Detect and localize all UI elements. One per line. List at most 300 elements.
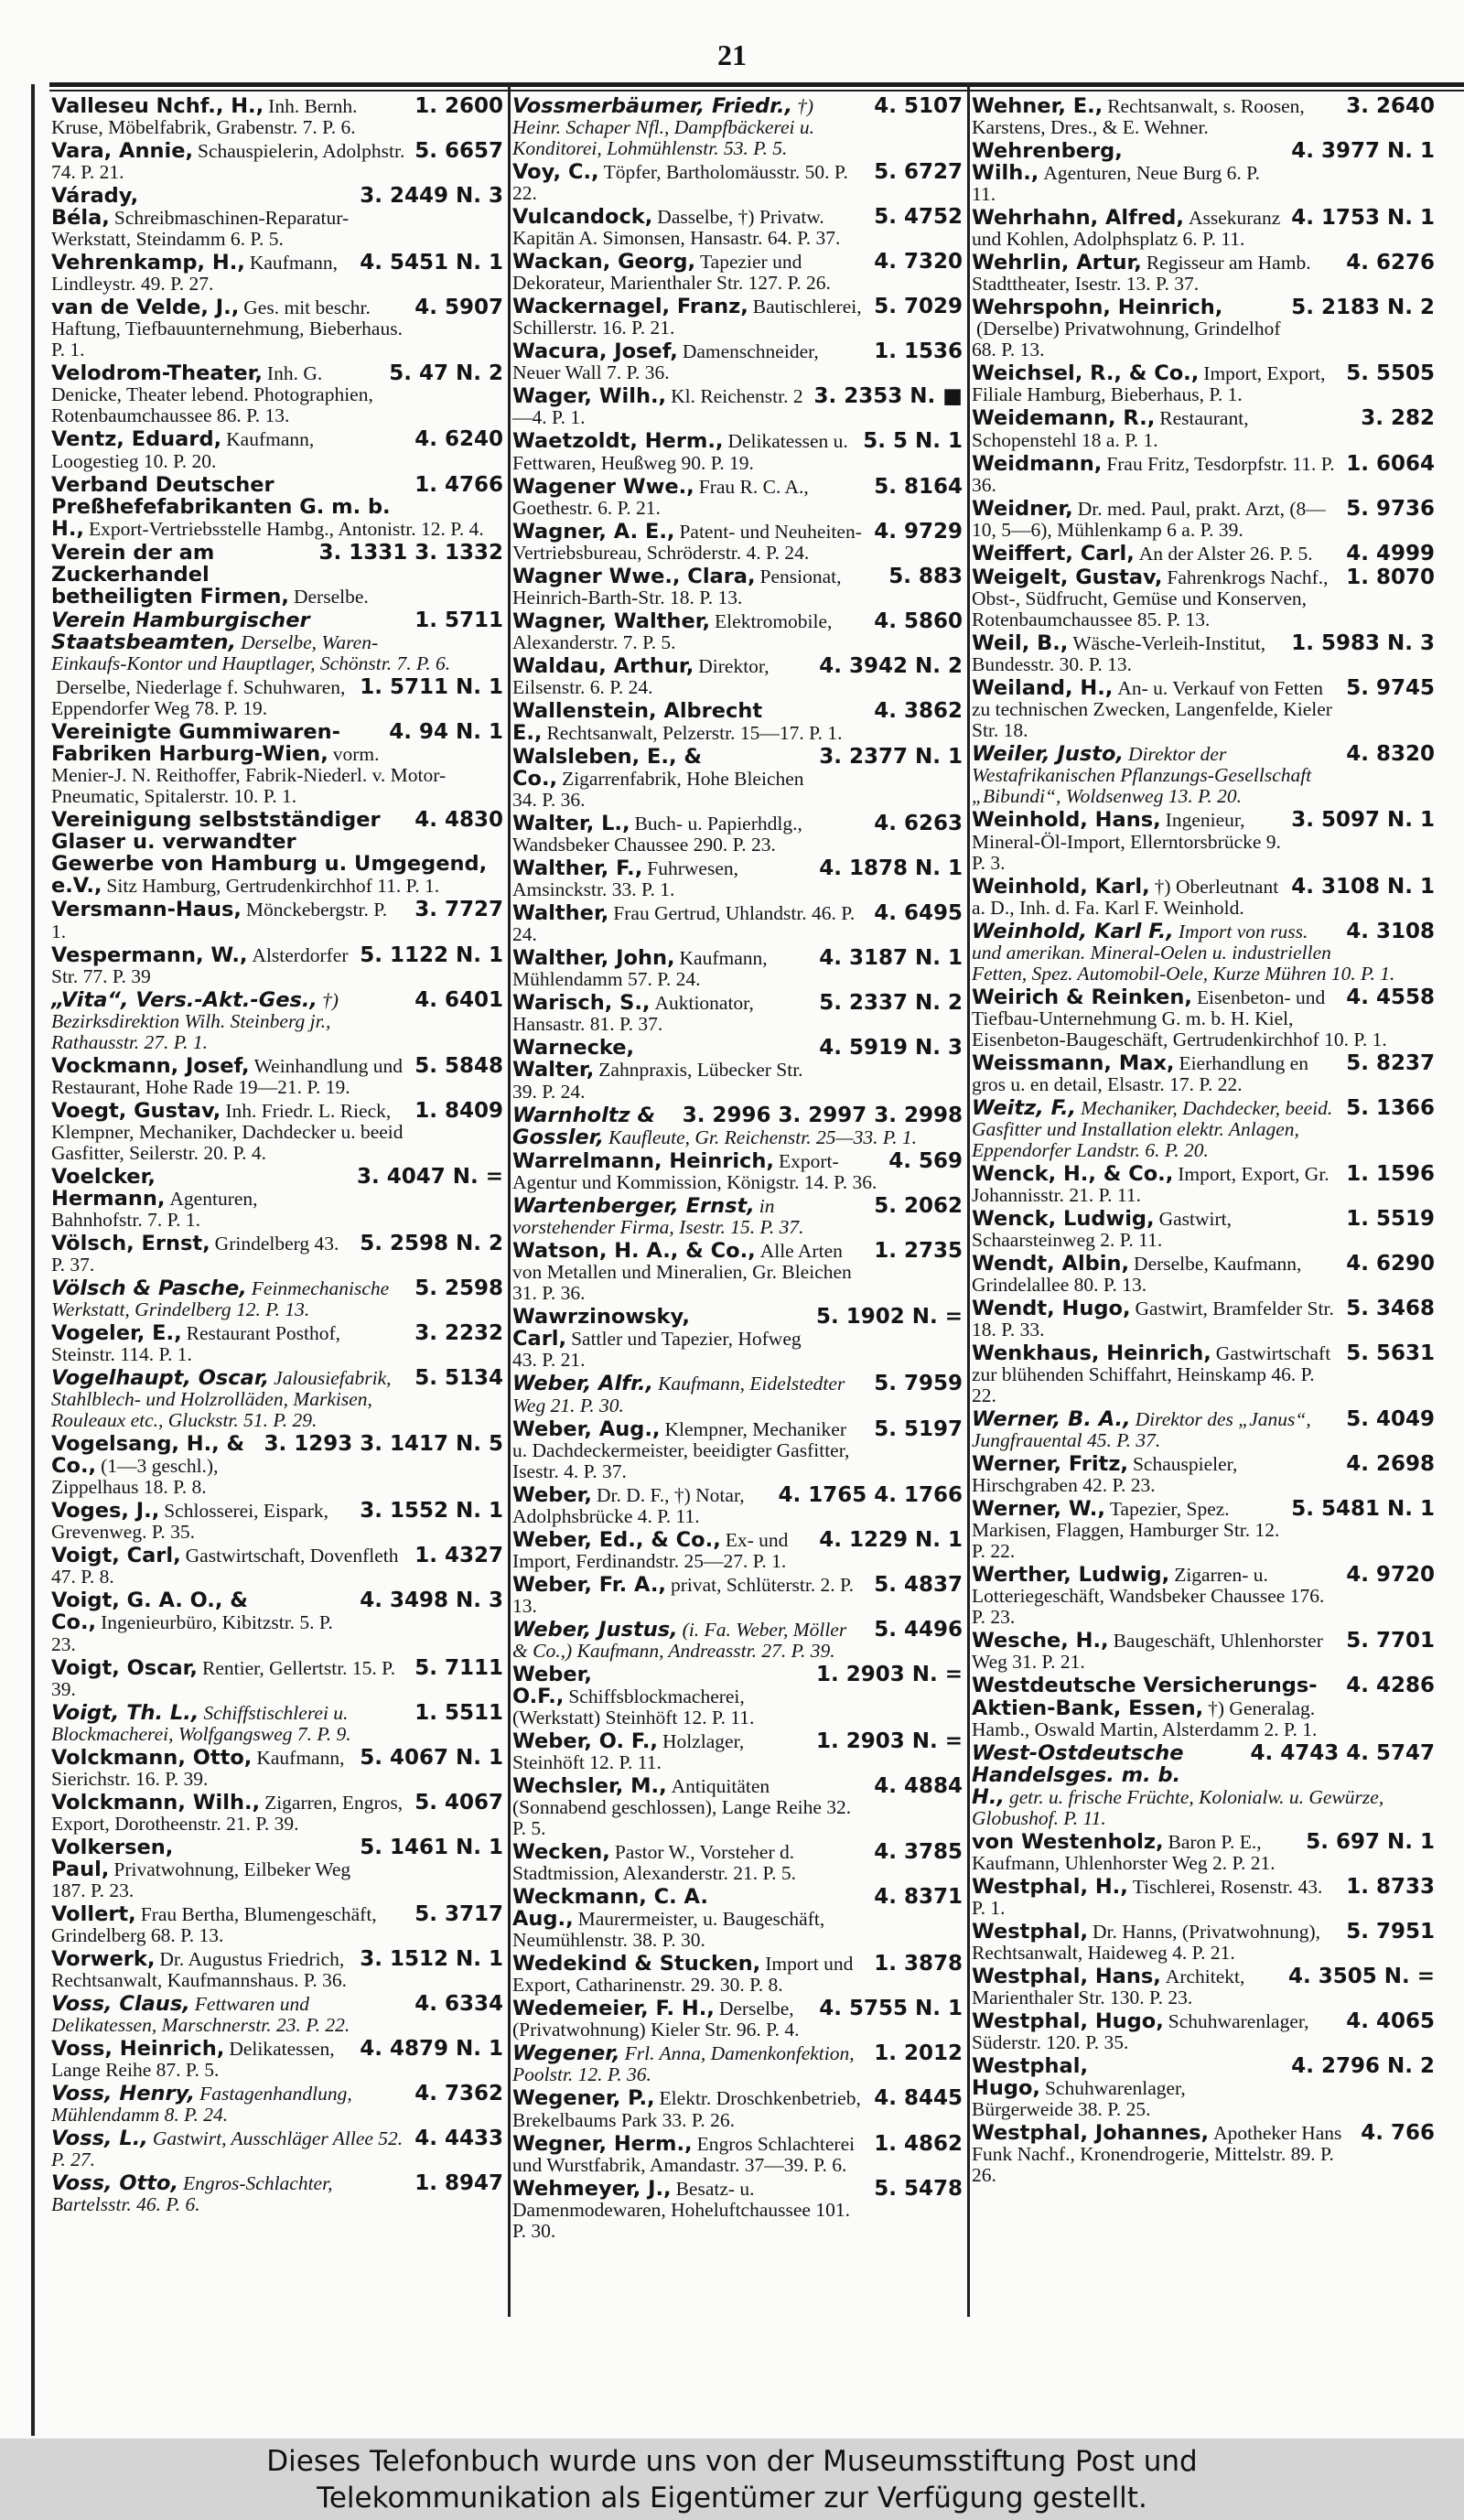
- footer-banner: [0, 2439, 1464, 2520]
- entry-name: Volckmann, Otto,: [51, 1745, 253, 1770]
- phone-number: 5. 5505: [1346, 361, 1435, 386]
- entry-name: Weber, Aug.,: [512, 1416, 661, 1441]
- directory-entry: [512, 700, 963, 746]
- entry-detail: Schiffstischlerei u. Blockmacherei, Wolfgangsweg 7. P. 9.: [51, 1701, 351, 1745]
- phone-number: 5. 8164: [874, 474, 963, 499]
- page-margin-rule: [31, 84, 35, 2436]
- entry-detail: Kaufmann, Sierichstr. 16. P. 39.: [51, 1746, 345, 1790]
- entry-name: Vara, Annie,: [51, 139, 193, 164]
- directory-entry: [51, 989, 503, 1055]
- directory-entry: [512, 813, 963, 857]
- directory-entry: [972, 2055, 1435, 2122]
- directory-entry: [51, 474, 503, 542]
- directory-entry: [51, 609, 503, 676]
- phone-number: 4. 5860: [874, 608, 963, 633]
- entry-detail: Rentier, Gellertstr. 15. P. 39.: [51, 1656, 396, 1700]
- entry-detail: Direktor der Westafrikanischen Pflanzungs-Gesellschaft „Bibundi“, Woldsenweg 13. P. 20.: [972, 743, 1312, 808]
- entry-name: Westphal, Johannes,: [972, 2121, 1210, 2146]
- directory-entry: [512, 1240, 963, 1306]
- phone-number: 4. 7320: [874, 250, 963, 275]
- directory-entry: [972, 1253, 1435, 1298]
- entry-name: Westphal,: [972, 1919, 1088, 1944]
- entry-name: Vogeler, E.,: [51, 1321, 182, 1345]
- phone-number: 1. 1596: [1346, 1161, 1435, 1186]
- phone-number: 5. 5478: [874, 2176, 963, 2201]
- phone-number: 4. 5907: [414, 296, 503, 320]
- entry-detail: †) Heinr. Schaper Nfl., Dampfbäckerei u. Konditorei, Lohmühlenstr. 53. P. 5.: [512, 95, 815, 160]
- directory-entry: [512, 1484, 963, 1529]
- entry-detail: Dasselbe, †) Privatw. Kapitän A. Simonsen, Hansastr. 64. P. 37.: [512, 206, 841, 250]
- directory-entry: [51, 140, 503, 185]
- entry-detail: Delikatessen u. Fettwaren, Heußweg 90. P. 19.: [512, 430, 848, 474]
- entry-detail: Jalousiefabrik, Stahlblech- und Holzrolläden, Markisen, Rouleaux etc., Gluckstr. 51. P. 29.: [51, 1367, 392, 1432]
- phone-number: 3. 1293 3. 1417 N. 5: [264, 1432, 503, 1457]
- entry-name: Voigt, Oscar,: [51, 1655, 198, 1680]
- entry-name: Verein der am Zuckerhandel betheiligten Firmen,: [51, 540, 289, 608]
- directory-entry: [512, 1998, 963, 2042]
- entry-detail: Kl. Reichenstr. 2—4. P. 1.: [512, 385, 803, 429]
- directory-entry: [51, 1993, 503, 2038]
- entry-name: Wendt, Hugo,: [972, 1297, 1131, 1321]
- entry-detail: getr. u. frische Früchte, Kolonialw. u. Gewürze, Globushof. P. 11.: [972, 1785, 1384, 1829]
- phone-number: 1. 2735: [874, 1239, 963, 1264]
- phone-number: 1. 2903 N. =: [815, 1728, 963, 1753]
- phone-number: 4. 3862: [874, 698, 963, 723]
- entry-name: Vogelsang, H., & Co.,: [51, 1432, 245, 1479]
- entry-detail: Alsterdorfer Str. 77. P. 39: [51, 943, 349, 987]
- directory-entry: [512, 655, 963, 700]
- entry-name: Weitz, F.,: [972, 1095, 1077, 1120]
- entry-name: Wackan, Georg,: [512, 250, 696, 275]
- entry-detail: Ingenieurbüro, Kibitzstr. 5. P. 23.: [51, 1611, 333, 1655]
- phone-number: 5. 1122 N. 1: [360, 942, 503, 967]
- directory-entry: [972, 1052, 1435, 1097]
- phone-number: 1. 1536: [874, 339, 963, 364]
- phone-number: 1. 8070: [1346, 565, 1435, 590]
- entry-detail: Direktor, Eilsenstr. 6. P. 24.: [512, 654, 770, 698]
- directory-entry: [512, 1529, 963, 1574]
- entry-name: Völsch & Pasche,: [51, 1276, 247, 1300]
- entry-detail: Maurermeister, u. Baugeschäft, Neumühlenstr. 38. P. 30.: [512, 1908, 825, 1952]
- directory-entry: [51, 1657, 503, 1702]
- directory-entry: [512, 1104, 963, 1151]
- entry-name: Werner, B. A.,: [972, 1407, 1131, 1432]
- entry-detail: Zigarrenfabrik, Hohe Bleichen 34. P. 36.: [512, 768, 804, 812]
- directory-entry: [972, 1742, 1435, 1831]
- entry-detail: Schlosserei, Eispark, Grevenweg. P. 35.: [51, 1500, 328, 1544]
- footer-text-line-1: Dieses Telefonbuch wurde uns von der Museumsstiftung Post und: [266, 2445, 1198, 2478]
- directory-entry: [972, 743, 1435, 809]
- directory-entry: [972, 1675, 1435, 1741]
- entry-detail: Import, Export, Gr. Johannisstr. 21. P. 11.: [972, 1162, 1329, 1206]
- directory-entry: [512, 746, 963, 813]
- entry-name: Vorwerk,: [51, 1946, 156, 1971]
- entry-detail: vorm. Menier-J. N. Reithoffer, Fabrik-Niederl. v. Motor-Pneumatic, Spitalerstr. 10. P. 1.: [51, 743, 447, 808]
- phone-number: 1. 2903 N. =: [815, 1662, 963, 1686]
- entry-name: Wedekind & Stucken,: [512, 1952, 761, 1976]
- entry-detail: Bautischlerei, Schillerstr. 16. P. 21.: [512, 296, 862, 339]
- entry-name: Wedemeier, F. H.,: [512, 1997, 715, 2021]
- entry-detail: Ges. mit beschr. Haftung, Tiefbauunternehmung, Bieberhaus. P. 1.: [51, 296, 403, 361]
- entry-name: Weinhold, Karl,: [972, 874, 1150, 899]
- entry-name: Voss, Claus,: [51, 1992, 190, 2016]
- phone-number: 4. 4830: [414, 808, 503, 833]
- directory-entry: [51, 1747, 503, 1792]
- phone-number: 5. 7111: [414, 1655, 503, 1680]
- entry-detail: Fuhrwesen, Amsinckstr. 33. P. 1.: [512, 857, 739, 901]
- entry-name: Werther, Ludwig,: [972, 1563, 1170, 1588]
- phone-number: 4. 569: [888, 1149, 963, 1174]
- entry-detail: †) Bezirksdirektion Wilh. Steinberg jr., Rathausstr. 27. P. 1.: [51, 988, 339, 1053]
- entry-name: Walsleben, E., & Co.,: [512, 744, 702, 791]
- entry-detail: Frau Gertrud, Uhlandstr. 46. P. 24.: [512, 902, 856, 946]
- page-number: 21: [717, 38, 747, 71]
- entry-detail: in vorstehender Firma, Isestr. 15. P. 37.: [512, 1195, 804, 1239]
- entry-name: Wegener,: [512, 2041, 620, 2066]
- entry-detail: Derselbe, Niederlage f. Schuhwaren, Eppendorfer Weg 78. P. 19.: [51, 676, 346, 720]
- entry-name: Wegner, Herm.,: [512, 2131, 693, 2156]
- directory-entry: [51, 1702, 503, 1747]
- phone-number: 3. 5097 N. 1: [1291, 808, 1435, 833]
- phone-number: 4. 1229 N. 1: [819, 1527, 963, 1552]
- directory-entry: [512, 857, 963, 902]
- entry-name: Weinhold, Hans,: [972, 808, 1161, 833]
- directory-entry: [512, 992, 963, 1037]
- directory-entry: [972, 921, 1435, 986]
- entry-detail: Auktionator, Hansastr. 81. P. 37.: [512, 992, 754, 1036]
- phone-number: 5. 7959: [874, 1372, 963, 1396]
- phone-number: 1. 2600: [414, 94, 503, 118]
- phone-number: 4. 2796 N. 2: [1291, 2054, 1435, 2079]
- phone-number: 3. 7727: [414, 898, 503, 922]
- entry-name: Weidmann,: [972, 451, 1103, 476]
- entry-name: Weiland, H.,: [972, 676, 1114, 701]
- entry-name: Wehrenberg, Wilh.,: [972, 139, 1123, 186]
- phone-number: 4. 4743 4. 5747: [1250, 1740, 1435, 1765]
- entry-detail: Elektr. Droschkenbetrieb, Brekelbaums Park 33. P. 26.: [512, 2087, 861, 2131]
- entry-detail: Schuhwarenlager, Bürgerweide 38. P. 25.: [972, 2077, 1186, 2121]
- directory-entry: [512, 340, 963, 385]
- entry-name: Weinhold, Karl F.,: [972, 919, 1174, 943]
- entry-name: Wehmeyer, J.,: [512, 2176, 672, 2201]
- entry-detail: Schiffsblockmacherei, (Werkstatt) Steinhöft 12. P. 11.: [512, 1685, 755, 1728]
- phone-number: 5. 5197: [874, 1416, 963, 1441]
- directory-entry: [972, 2122, 1435, 2188]
- entry-detail: Frl. Anna, Damenkonfektion, Poolstr. 12. P. 36.: [512, 2042, 855, 2086]
- directory-entry: [512, 1775, 963, 1841]
- phone-number: 1. 8733: [1346, 1874, 1435, 1899]
- entry-name: Warrelmann, Heinrich,: [512, 1149, 774, 1174]
- phone-number: 3. 1512 N. 1: [360, 1946, 503, 1971]
- entry-detail: †) Generalag. Hamb., Oswald Martin, Alsterdamm 2. P. 1.: [972, 1696, 1318, 1740]
- phone-number: 4. 766: [1361, 2121, 1435, 2146]
- directory-entry: [972, 1298, 1435, 1342]
- entry-name: Watson, H. A., & Co.,: [512, 1239, 756, 1264]
- entry-detail: Derselbe, Waren-Einkaufs-Kontor und Hauptlager, Schönstr. 7. P. 6.: [51, 630, 451, 674]
- directory-entry: [51, 1277, 503, 1322]
- directory-entry: [972, 543, 1435, 567]
- entry-name: Weichsel, R., & Co.,: [972, 361, 1200, 386]
- directory-entry: [972, 407, 1435, 452]
- directory-entry: [972, 1831, 1435, 1876]
- entry-detail: Rechtsanwalt, s. Roosen, Karstens, Dres., & E. Wehner.: [972, 95, 1305, 139]
- directory-entry: [512, 1150, 963, 1195]
- phone-number: 5. 4837: [874, 1572, 963, 1597]
- entry-name: Wagner Wwe., Clara,: [512, 564, 756, 588]
- phone-number: 3. 2640: [1346, 94, 1435, 118]
- directory-entry: [512, 385, 963, 430]
- entry-name: Weber, Justus,: [512, 1617, 678, 1642]
- entry-name: Völsch, Ernst,: [51, 1231, 210, 1255]
- phone-number: 5. 3717: [414, 1901, 503, 1926]
- header-rule-thin: [49, 90, 1464, 92]
- entry-name: Voss, L.,: [51, 2127, 148, 2151]
- entry-name: Wenck, Ludwig,: [972, 1206, 1155, 1231]
- phone-number: 4. 4433: [414, 2127, 503, 2151]
- directory-entry: [512, 902, 963, 947]
- directory-entry: [512, 1373, 963, 1417]
- phone-number: 5. 4496: [874, 1617, 963, 1642]
- phone-number: 4. 5451 N. 1: [360, 251, 503, 275]
- directory-entry: [51, 944, 503, 989]
- entry-name: Voelcker, Hermann,: [51, 1164, 166, 1211]
- entry-name: Walter, L.,: [512, 812, 630, 836]
- phone-number: 1. 3878: [874, 1952, 963, 1976]
- phone-number: 1. 2012: [874, 2041, 963, 2066]
- entry-name: Valleseu Nchf., H.,: [51, 94, 264, 118]
- directory-entry: [51, 296, 503, 362]
- phone-number: 4. 9720: [1346, 1563, 1435, 1588]
- entry-name: Vossmerbäumer, Friedr.,: [512, 94, 793, 118]
- entry-detail: Gastwirt, Bramfelder Str. 18. P. 33.: [972, 1298, 1334, 1341]
- phone-number: 1. 5519: [1346, 1206, 1435, 1231]
- directory-entry: [512, 206, 963, 251]
- phone-number: 4. 3498 N. 3: [360, 1588, 503, 1613]
- entry-detail: Pensionat, Heinrich-Barth-Str. 18. P. 13.: [512, 565, 842, 608]
- phone-number: 5. 697 N. 1: [1306, 1829, 1435, 1854]
- entry-detail: Kaufmann, Eidelstedter Weg 21. P. 30.: [512, 1373, 845, 1416]
- phone-number: 4. 6290: [1346, 1251, 1435, 1276]
- entry-name: Weigelt, Gustav,: [972, 565, 1163, 590]
- entry-detail: Feinmechanische Werkstatt, Grindelberg 12. P. 13.: [51, 1276, 390, 1320]
- directory-entry: [512, 251, 963, 296]
- phone-number: 4. 9729: [874, 519, 963, 544]
- entry-detail: Agenturen, Neue Burg 6. P. 11.: [972, 162, 1261, 206]
- directory-entry: [972, 1564, 1435, 1630]
- entry-name: Weidner,: [972, 496, 1073, 521]
- entry-detail: Elektromobile, Alexanderstr. 7. P. 5.: [512, 609, 833, 653]
- entry-name: Westphal, H.,: [972, 1874, 1128, 1899]
- directory-entry: [972, 566, 1435, 632]
- directory-entry: [51, 721, 503, 809]
- entry-name: Wehrhahn, Alfred,: [972, 206, 1184, 231]
- entry-name: Vockmann, Josef,: [51, 1053, 250, 1078]
- directory-entry: [972, 1163, 1435, 1208]
- entry-name: Wenck, H., & Co.,: [972, 1161, 1174, 1186]
- entry-name: Weber, O. F.,: [512, 1728, 658, 1753]
- directory-entry: [972, 1342, 1435, 1408]
- entry-name: Waetzoldt, Herm.,: [512, 429, 724, 454]
- phone-number: 5. 47 N. 2: [389, 361, 503, 386]
- entry-detail: Eierhandlung en gros u. en detail, Elsastr. 17. P. 22.: [972, 1051, 1308, 1095]
- footer-text-line-2: Telekommunikation als Eigentümer zur Verfügung gestellt.: [317, 2482, 1147, 2515]
- entry-detail: Inh. Friedr. L. Rieck, Klempner, Mechaniker, Dachdecker u. beeid Gasfitter, Seilerstr. 20. P. 4.: [51, 1099, 404, 1164]
- directory-entry: [512, 296, 963, 340]
- entry-detail: Architekt, Marienthaler Str. 130. P. 23.: [972, 1965, 1245, 2009]
- entry-detail: †) Oberleutnant a. D., Inh. d. Fa. Karl F. Weinhold.: [972, 875, 1279, 919]
- directory-entry: [512, 1730, 963, 1775]
- entry-name: Wager, Wilh.,: [512, 384, 667, 409]
- column-divider: [967, 84, 970, 2317]
- directory-entry: [972, 632, 1435, 677]
- entry-detail: Kaufmann, Mühlendamm 57. P. 24.: [512, 947, 768, 991]
- entry-detail: Derselbe.: [293, 585, 369, 608]
- directory-entry: [512, 1841, 963, 1886]
- phone-number: 5. 6727: [874, 160, 963, 185]
- directory-entry: [972, 498, 1435, 543]
- directory-entry: [51, 1433, 503, 1500]
- phone-number: 5. 3468: [1346, 1297, 1435, 1321]
- entry-name: Werner, Fritz,: [972, 1452, 1128, 1477]
- phone-number: 5. 5134: [414, 1366, 503, 1391]
- entry-detail: (Derselbe) Privatwohnung, Grindelhof 68. P. 13.: [972, 318, 1281, 361]
- entry-name: Werner, W.,: [972, 1497, 1105, 1522]
- directory-entry: [51, 542, 503, 609]
- entry-detail: (1—3 geschl.), Zippelhaus 18. P. 8.: [51, 1455, 219, 1499]
- directory-entry: [512, 947, 963, 992]
- directory-entry: [512, 2042, 963, 2087]
- entry-name: Vehrenkamp, H.,: [51, 251, 245, 275]
- phone-number: 1. 6064: [1346, 451, 1435, 476]
- directory-entry: [512, 2178, 963, 2244]
- entry-detail: Export-Agentur und Kommission, Königstr. 14. P. 36.: [512, 1150, 877, 1194]
- phone-number: 4. 5919 N. 3: [819, 1036, 963, 1061]
- entry-name: Wallenstein, Albrecht E.,: [512, 698, 763, 745]
- directory-entry: [972, 252, 1435, 296]
- phone-number: 4. 4065: [1346, 2009, 1435, 2034]
- phone-number: 4. 3108: [1346, 919, 1435, 943]
- entry-detail: Damenschneider, Neuer Wall 7. P. 36.: [512, 340, 819, 384]
- phone-number: 4. 5755 N. 1: [819, 1997, 963, 2021]
- entry-detail: Tapezier und Dekorateur, Marienthaler Str. 127. P. 26.: [512, 251, 831, 295]
- directory-entry: [51, 95, 503, 140]
- directory-entry: [512, 1619, 963, 1664]
- entry-name: Vulcandock,: [512, 205, 653, 230]
- phone-number: 5. 9745: [1346, 676, 1435, 701]
- entry-name: Wawrzinowsky, Carl,: [512, 1305, 690, 1352]
- directory-entry: [512, 1195, 963, 1240]
- entry-detail: Dr. Hanns, (Privatwohnung), Rechtsanwalt, Haideweg 4. P. 21.: [972, 1920, 1321, 1964]
- phone-number: 5. 5 N. 1: [863, 429, 963, 454]
- directory-entry: [512, 476, 963, 521]
- entry-name: Westphal, Hugo,: [972, 2054, 1088, 2101]
- entry-name: Voigt, G. A. O., & Co.,: [51, 1588, 248, 1635]
- entry-name: Wagner, Walther,: [512, 608, 711, 633]
- entry-name: Versmann-Haus,: [51, 898, 242, 922]
- phone-number: 1. 4862: [874, 2131, 963, 2156]
- entry-detail: Weinhandlung und Restaurant, Hohe Rade 19—21. P. 19.: [51, 1054, 404, 1098]
- directory-entry: [51, 1233, 503, 1277]
- directory-entry: [972, 1921, 1435, 1965]
- entry-detail: Baron P. E., Kaufmann, Uhlenhorster Weg 2. P. 21.: [972, 1830, 1276, 1874]
- directory-entry: [51, 1322, 503, 1367]
- entry-detail: Zahnpraxis, Lübecker Str. 39. P. 24.: [512, 1059, 803, 1103]
- entry-name: Wenkhaus, Heinrich,: [972, 1341, 1211, 1366]
- entry-name: Wehner, E.,: [972, 94, 1103, 118]
- directory-entry: [51, 1792, 503, 1836]
- entry-detail: Export-Vertriebsstelle Hambg., Antonistr. 12. P. 4.: [88, 517, 484, 540]
- entry-detail: privat, Schlüterstr. 2. P. 13.: [512, 1573, 854, 1617]
- entry-name: Wehrlin, Artur,: [972, 251, 1142, 275]
- phone-number: 5. 1461 N. 1: [360, 1835, 503, 1859]
- entry-name: Vogelhaupt, Oscar,: [51, 1366, 270, 1391]
- directory-entry: [51, 1367, 503, 1433]
- directory-entry: [512, 1574, 963, 1619]
- entry-name: Voss, Otto,: [51, 2171, 179, 2196]
- phone-number: 5. 1902 N. =: [815, 1305, 963, 1330]
- directory-column-2: [512, 95, 963, 2244]
- directory-entry: [972, 1965, 1435, 2010]
- entry-detail: Frau R. C. A., Goethestr. 6. P. 21.: [512, 475, 809, 519]
- entry-detail: Frau Fritz, Tesdorpfstr. 11. P. 36.: [972, 452, 1335, 496]
- phone-number: 5. 5848: [414, 1053, 503, 1078]
- entry-detail: (i. Fa. Weber, Möller & Co.,) Kaufmann, Andreasstr. 27. P. 39.: [512, 1618, 847, 1662]
- directory-entry: [972, 362, 1435, 407]
- phone-number: 3. 2449 N. 3: [360, 184, 503, 209]
- entry-name: Warisch, S.,: [512, 991, 651, 1016]
- entry-name: Voigt, Th. L.,: [51, 1700, 199, 1725]
- directory-entry: [512, 565, 963, 610]
- entry-name: „Vita“, Vers.-Akt.-Ges.,: [51, 987, 318, 1012]
- entry-detail: Schreibmaschinen-Reparatur-Werkstatt, Steindamm 6. P. 5.: [51, 207, 350, 251]
- column-divider: [508, 84, 511, 2317]
- directory-entry: [51, 185, 503, 252]
- entry-name: Weil, B.,: [972, 631, 1069, 656]
- entry-detail: Dr. med. Paul, prakt. Arzt, (8—10, 5—6), Mühlenkamp 6 a. P. 39.: [972, 497, 1326, 541]
- phone-number: 5. 9736: [1346, 496, 1435, 521]
- entry-detail: Agenturen, Bahnhofstr. 7. P. 1.: [51, 1187, 258, 1231]
- directory-entry: [51, 1948, 503, 1993]
- entry-name: Vereinigte Gummiwaren-Fabriken Harburg-Wien,: [51, 720, 340, 767]
- entry-detail: Ex- und Import, Ferdinandstr. 25—27. P. 1.: [512, 1528, 789, 1572]
- phone-number: 1. 4327: [414, 1544, 503, 1568]
- entry-name: Weiler, Justo,: [972, 742, 1125, 767]
- entry-detail: Derselbe, Kaufmann, Grindelallee 80. P. 13.: [972, 1252, 1302, 1297]
- entry-detail: Direktor des „Janus“, Jungfrauental 45. P. 37.: [972, 1408, 1311, 1452]
- phone-number: 4. 4558: [1346, 985, 1435, 1009]
- entry-name: Voigt, Carl,: [51, 1544, 181, 1568]
- entry-name: Wehrspohn, Heinrich,: [972, 296, 1223, 320]
- directory-entry: [51, 899, 503, 943]
- phone-number: 1. 5511: [414, 1700, 503, 1725]
- entry-detail: Fettwaren und Delikatessen, Marschnerstr. 23. P. 22.: [51, 1993, 350, 2037]
- entry-name: Wagener Wwe.,: [512, 474, 694, 499]
- phone-number: 5. 4067: [414, 1790, 503, 1815]
- entry-name: Voges, J.,: [51, 1499, 160, 1524]
- entry-detail: Derselbe, (Privatwohnung) Kieler Str. 96. P. 4.: [512, 1998, 800, 2041]
- phone-number: 1. 4766: [414, 472, 503, 497]
- entry-name: Voss, Heinrich,: [51, 2037, 225, 2062]
- directory-entry: [972, 809, 1435, 875]
- entry-name: West-Ostdeutsche Handelsges. m. b. H.,: [972, 1740, 1184, 1809]
- phone-number: 4. 3505 N. =: [1287, 1964, 1435, 1988]
- phone-number: 4. 1878 N. 1: [819, 856, 963, 881]
- entry-name: Wesche, H.,: [972, 1629, 1109, 1653]
- entry-detail: Zigarren- u. Lotteriegeschäft, Wandsbeker Chaussee 176. P. 23.: [972, 1564, 1325, 1629]
- phone-number: 4. 4884: [874, 1774, 963, 1799]
- phone-number: 4. 5107: [874, 94, 963, 118]
- entry-detail: Schuhwarenlager, Süderstr. 120. P. 35.: [972, 2010, 1309, 2054]
